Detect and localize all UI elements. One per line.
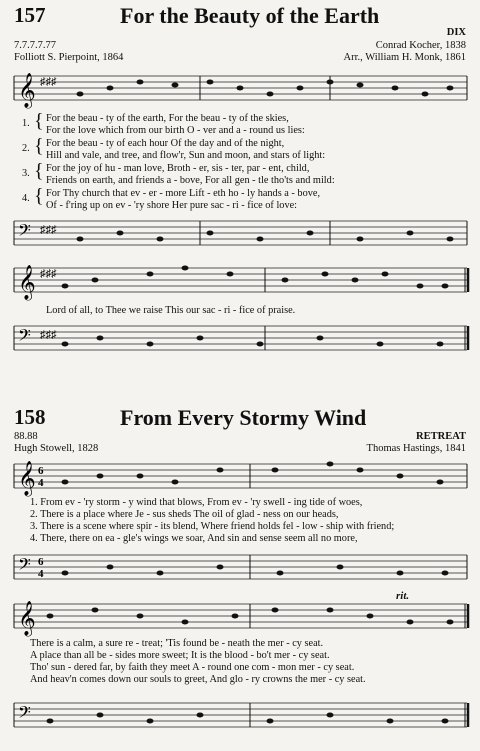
svg-text:𝄢: 𝄢: [18, 702, 31, 726]
arranger: Arr., William H. Monk, 1861: [343, 52, 466, 63]
author: Hugh Stowell, 1828: [14, 443, 99, 454]
composer: Thomas Hastings, 1841: [366, 443, 466, 454]
svg-text:𝄢: 𝄢: [18, 220, 31, 244]
svg-text:𝄞: 𝄞: [18, 265, 36, 300]
svg-text:𝄢: 𝄢: [18, 325, 31, 349]
composer: Conrad Kocher, 1838: [375, 40, 466, 51]
tune-name: DIX: [446, 27, 466, 38]
meter: 88.88: [14, 431, 38, 442]
verse-line: 1. From ev - 'ry storm - y wind that blows, From ev - 'ry swell - ing tide of woes,: [30, 497, 363, 508]
verse-line: For the beau - ty of each hour Of the day and of the night,: [46, 138, 285, 149]
verse-line: Tho' sun - dered far, by faith they meet A - round one com - mon mer - cy seat.: [30, 662, 355, 673]
bass-staff: [0, 215, 480, 255]
svg-text:♯♯♯: ♯♯♯: [40, 268, 57, 280]
verse-line: Of - f'ring up on ev - 'ry shore Her pure sac - ri - fice of love:: [46, 200, 298, 211]
svg-text:4: 4: [38, 568, 44, 580]
verse-line: 2. There is a place where Je - sus sheds The oil of glad - ness on our heads,: [30, 509, 339, 520]
tune-name: RETREAT: [416, 431, 466, 442]
bass-staff: [0, 697, 480, 737]
svg-text:𝄞: 𝄞: [18, 73, 36, 108]
treble-staff: [0, 458, 480, 498]
verse-line: And heav'n comes down our souls to greet, And glo - ry crowns the mer - cy seat.: [30, 674, 366, 685]
verse-line: 4. There, there on ea - gle's wings we soar, And sin and sense seem all no more,: [30, 533, 358, 544]
svg-text:♯♯♯: ♯♯♯: [40, 329, 57, 341]
verse-line: For the beau - ty of the earth, For the beau - ty of the skies,: [46, 113, 289, 124]
hymn-number: 158: [14, 405, 46, 429]
refrain-line: Lord of all, to Thee we raise This our sac - ri - fice of praise.: [46, 305, 296, 316]
hymn-title: For the Beauty of the Earth: [120, 3, 380, 28]
svg-text:𝄢: 𝄢: [18, 554, 31, 578]
verse-line: Hill and vale, and tree, and flow'r, Sun and moon, and stars of light:: [46, 150, 326, 161]
bass-staff: [0, 320, 480, 360]
svg-text:𝄞: 𝄞: [18, 601, 36, 636]
verse-line: For the joy of hu - man love, Broth - er, sis - ter, par - ent, child,: [46, 163, 310, 174]
meter: 7.7.7.7.77: [14, 40, 56, 51]
author: Folliott S. Pierpoint, 1864: [14, 52, 124, 63]
hymn-number: 157: [14, 3, 46, 27]
treble-staff: [0, 598, 480, 638]
svg-text:4: 4: [38, 477, 44, 489]
treble-staff: [0, 70, 480, 114]
ritardando-marking: rit.: [396, 590, 410, 602]
verse-line: A place than all be - sides more sweet; It is the blood - bo't mer - cy seat.: [30, 650, 330, 661]
treble-staff: [0, 262, 480, 302]
bass-staff: [0, 549, 480, 589]
svg-text:♯♯♯: ♯♯♯: [40, 76, 57, 88]
verse-line: For the love which from our birth O - ver and a - round us lies:: [46, 125, 305, 136]
verse-line: Friends on earth, and friends a - bove, For all gen - tle tho'ts and mild:: [46, 175, 335, 186]
verse-line: 3. There is a scene where spir - its blend, Where friend holds fel - low - ship with friend;: [30, 521, 395, 532]
svg-text:𝄞: 𝄞: [18, 461, 36, 496]
verse-line: There is a calm, a sure re - treat; 'Tis found be - neath the mer - cy seat.: [30, 638, 324, 649]
svg-text:6: 6: [38, 465, 44, 477]
svg-text:♯♯♯: ♯♯♯: [40, 224, 57, 236]
verse-line: For Thy church that ev - er - more Lift - eth ho - ly hands a - bove,: [46, 188, 321, 199]
svg-text:6: 6: [38, 556, 44, 568]
hymn-title: From Every Stormy Wind: [120, 405, 367, 430]
